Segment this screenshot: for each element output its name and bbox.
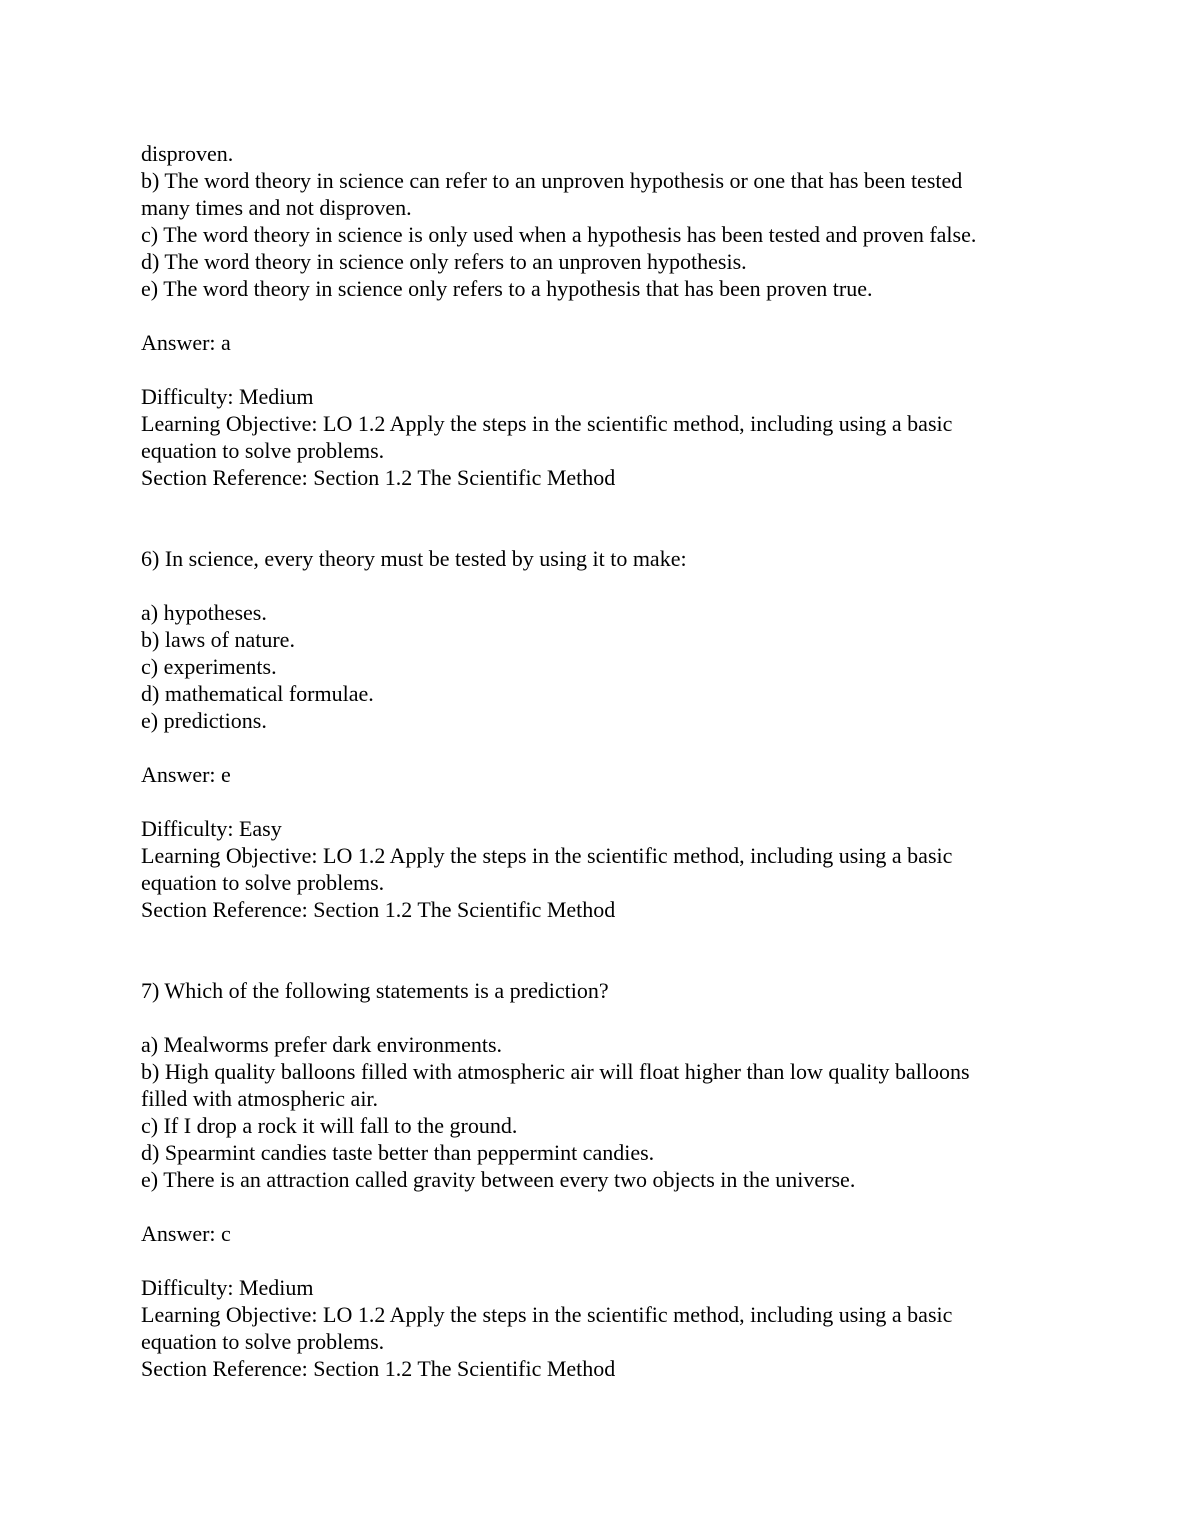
q6-difficulty: Difficulty: Easy xyxy=(141,816,282,841)
question-7-text: 7) Which of the following statements is a prediction? xyxy=(141,978,609,1003)
q5-learning-objective-line-2: equation to solve problems. xyxy=(141,438,385,463)
q7-option-c: c) If I drop a rock it will fall to the ground. xyxy=(141,1113,518,1138)
q6-section-reference: Section Reference: Section 1.2 The Scientific Method xyxy=(141,897,616,922)
q5-option-d: d) The word theory in science only refers to an unproven hypothesis. xyxy=(141,249,747,274)
q7-option-a: a) Mealworms prefer dark environments. xyxy=(141,1032,503,1057)
q5-option-b-line-2: many times and not disproven. xyxy=(141,195,412,220)
question-6-text: 6) In science, every theory must be tested by using it to make: xyxy=(141,546,687,571)
q5-option-e: e) The word theory in science only refers to a hypothesis that has been proven true. xyxy=(141,276,873,301)
q6-option-a: a) hypotheses. xyxy=(141,600,267,625)
q7-difficulty: Difficulty: Medium xyxy=(141,1275,314,1300)
q5-option-b-line-1: b) The word theory in science can refer to an unproven hypothesis or one that has been tested xyxy=(141,168,963,193)
question-5-continuation: disproven. xyxy=(141,141,234,166)
q5-section-reference: Section Reference: Section 1.2 The Scientific Method xyxy=(141,465,616,490)
q7-learning-objective-line-1: Learning Objective: LO 1.2 Apply the steps in the scientific method, including using a basic xyxy=(141,1302,953,1327)
document-page xyxy=(141,140,1061,1382)
q7-option-b-line-2: filled with atmospheric air. xyxy=(141,1086,379,1111)
q7-option-b-line-1: b) High quality balloons filled with atmospheric air will float higher than low quality balloons xyxy=(141,1059,970,1084)
q6-answer: Answer: e xyxy=(141,762,231,787)
q7-answer: Answer: c xyxy=(141,1221,231,1246)
q7-option-d: d) Spearmint candies taste better than peppermint candies. xyxy=(141,1140,655,1165)
q6-option-d: d) mathematical formulae. xyxy=(141,681,374,706)
q7-section-reference: Section Reference: Section 1.2 The Scientific Method xyxy=(141,1356,616,1381)
q6-option-b: b) laws of nature. xyxy=(141,627,295,652)
q7-option-e: e) There is an attraction called gravity between every two objects in the universe. xyxy=(141,1167,856,1192)
q5-learning-objective-line-1: Learning Objective: LO 1.2 Apply the steps in the scientific method, including using a basic xyxy=(141,411,953,436)
question-6-block xyxy=(141,545,1061,923)
q7-learning-objective-line-2: equation to solve problems. xyxy=(141,1329,385,1354)
question-5-block xyxy=(141,140,1061,491)
q6-option-c: c) experiments. xyxy=(141,654,277,679)
q6-learning-objective-line-2: equation to solve problems. xyxy=(141,870,385,895)
q5-option-c: c) The word theory in science is only used when a hypothesis has been tested and proven false. xyxy=(141,222,977,247)
q5-difficulty: Difficulty: Medium xyxy=(141,384,314,409)
question-7-block xyxy=(141,977,1061,1382)
q6-option-e: e) predictions. xyxy=(141,708,267,733)
q6-learning-objective-line-1: Learning Objective: LO 1.2 Apply the steps in the scientific method, including using a basic xyxy=(141,843,953,868)
q5-answer: Answer: a xyxy=(141,330,231,355)
